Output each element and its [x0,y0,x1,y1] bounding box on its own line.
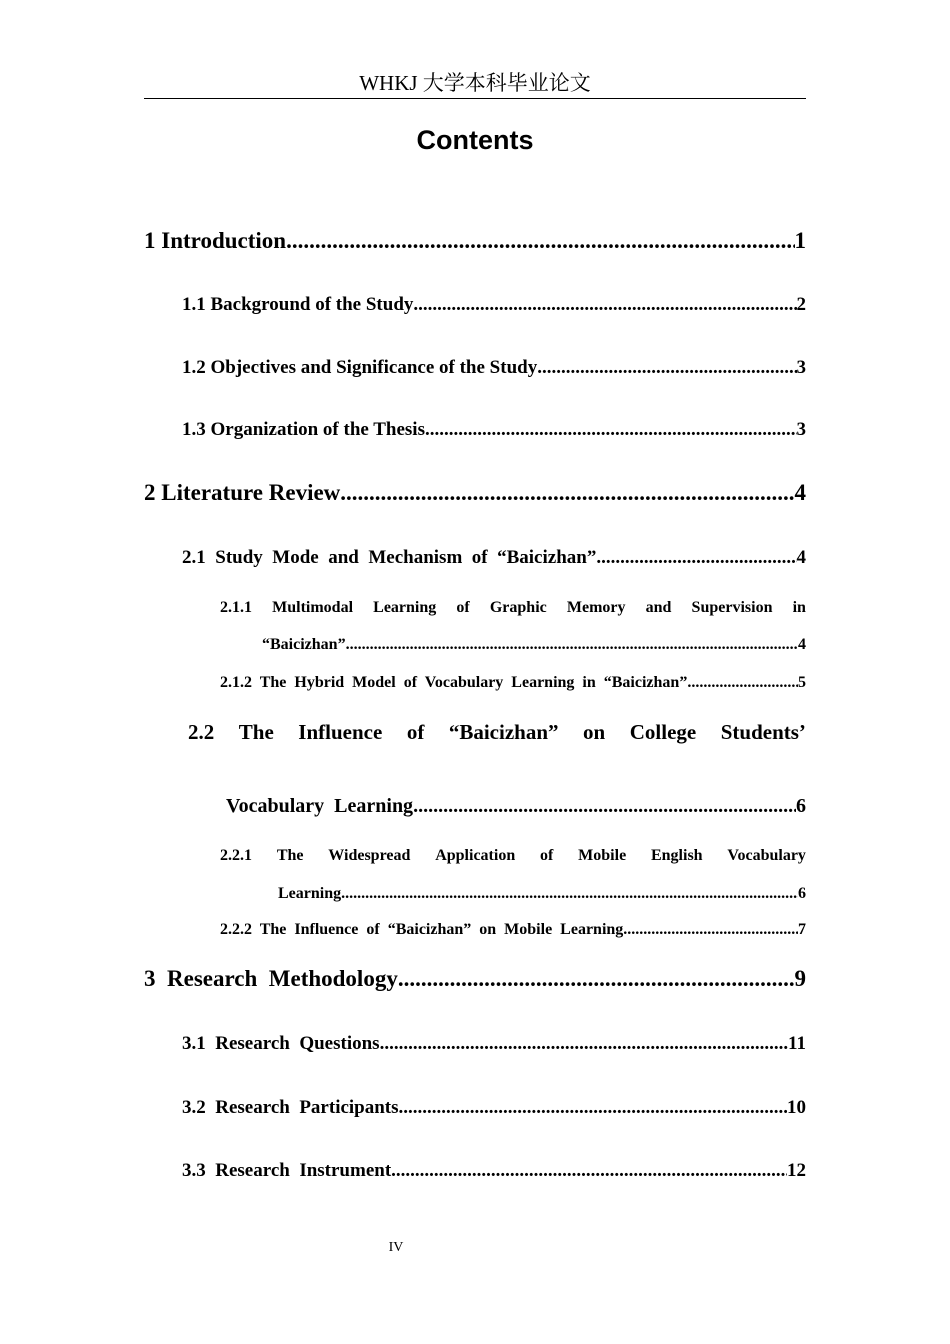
toc-entry-title: Vocabulary Learning [226,795,414,817]
toc-entry-2-1[interactable] [182,543,806,573]
toc-word: Supervision [691,599,773,616]
toc-word: Multimodal [272,599,354,616]
toc-entry-page: 4 [798,636,806,653]
toc-entry-page: 6 [798,885,806,902]
toc-leader [398,962,795,996]
toc-entry-2-2-line2[interactable] [226,791,806,821]
toc-leader [380,1029,788,1059]
toc-word: 2.1.1 [220,599,252,616]
page-title: Contents [416,125,534,155]
toc-entry-title: 3.1 Research Questions [182,1033,380,1054]
toc-word: Students’ [720,720,806,744]
toc-entry-title: Learning [278,885,342,902]
toc-leader [687,670,798,696]
toc-entry-1[interactable] [144,224,806,258]
toc-word: Learning [373,599,437,616]
toc-entry-2-1-1-line2[interactable] [262,632,806,658]
toc-entry-title: “Baicizhan” [262,636,346,653]
toc-word: College [629,720,697,744]
toc-leader [346,632,798,658]
toc-entry-title: 3 Research Methodology [144,966,398,991]
toc-leader [425,415,797,445]
toc-word: The [238,720,274,744]
toc-entry-title: 1 Introduction [144,228,287,253]
toc-entry-title: 1.2 Objectives and Significance of the Study [182,357,538,378]
toc-leader [413,791,796,821]
toc-word: of [406,720,425,744]
toc-entry-page: 2 [796,294,806,315]
toc-word: of [540,847,554,864]
toc-leader [596,543,796,573]
toc-entry-page: 11 [788,1033,806,1054]
toc-entry-3-2[interactable] [182,1093,806,1123]
toc-entry-2-2-1-line2[interactable] [278,881,806,907]
toc-word: The [276,847,304,864]
toc-entry-page: 5 [798,674,806,691]
toc-entry-1-1[interactable] [182,290,806,320]
toc-entry-title: 3.2 Research Participants [182,1097,399,1118]
toc-leader [413,290,796,320]
toc-entry-3-3[interactable] [182,1156,806,1186]
toc-word: 2.2.1 [220,847,252,864]
toc-entry-2[interactable] [144,476,806,510]
toc-entry-page: 4 [796,547,806,568]
running-header: WHKJ 大学本科毕业论文 [359,71,591,95]
toc-leader [391,1156,787,1186]
toc-leader [537,353,796,383]
toc-entry-2-2-2[interactable] [220,917,806,943]
toc-entry-title: 2.1.2 The Hybrid Model of Vocabulary Learning in “Baicizhan” [220,674,688,691]
toc-entry-title: 1.1 Background of the Study [182,294,414,315]
toc-entry-2-1-2[interactable] [220,670,806,696]
page-number: IV [388,1240,404,1255]
toc-entry-title: 2 Literature Review [144,480,341,505]
toc-entry-page: 3 [796,357,806,378]
toc-entry-2-1-1-line1[interactable] [220,595,806,621]
toc-word: English [650,847,703,864]
toc-entry-page: 4 [794,480,806,505]
toc-word: 2.2 [188,720,215,744]
toc-entry-2-2-line1[interactable] [188,717,806,747]
toc-entry-title: 1.3 Organization of the Thesis [182,419,425,440]
toc-word: Widespread [328,847,411,864]
toc-entry-page: 6 [796,795,806,817]
toc-leader [340,476,794,510]
toc-leader [341,881,798,907]
toc-word: Influence [298,720,383,744]
toc-word: of [456,599,470,616]
toc-leader [623,917,798,943]
toc-entry-page: 7 [798,921,806,938]
toc-word: and [645,599,672,616]
toc-word: on [583,720,606,744]
toc-entry-title: 2.1 Study Mode and Mechanism of “Baicizhan” [182,547,597,568]
toc-word: Mobile [578,847,627,864]
toc-leader [399,1093,787,1123]
toc-entry-3-1[interactable] [182,1029,806,1059]
toc-word: in [792,599,806,616]
toc-word: Graphic [489,599,547,616]
toc-entry-page: 3 [796,419,806,440]
toc-leader [286,224,794,258]
toc-entry-title: 3.3 Research Instrument [182,1160,392,1181]
toc-entry-2-2-1-line1[interactable] [220,843,806,869]
toc-word: Vocabulary [727,847,806,864]
toc-entry-page: 9 [794,966,806,991]
toc-entry-page: 1 [794,228,806,253]
toc-word: Application [435,847,516,864]
toc-entry-page: 12 [787,1160,806,1181]
toc-entry-1-2[interactable] [182,353,806,383]
toc-entry-3[interactable] [144,962,806,996]
toc-word: “Baicizhan” [448,720,559,744]
header-rule [144,98,806,99]
toc-word: Memory [566,599,626,616]
toc-entry-page: 10 [787,1097,806,1118]
toc-entry-1-3[interactable] [182,415,806,445]
toc-entry-title: 2.2.2 The Influence of “Baicizhan” on Mobile Learning [220,921,624,938]
